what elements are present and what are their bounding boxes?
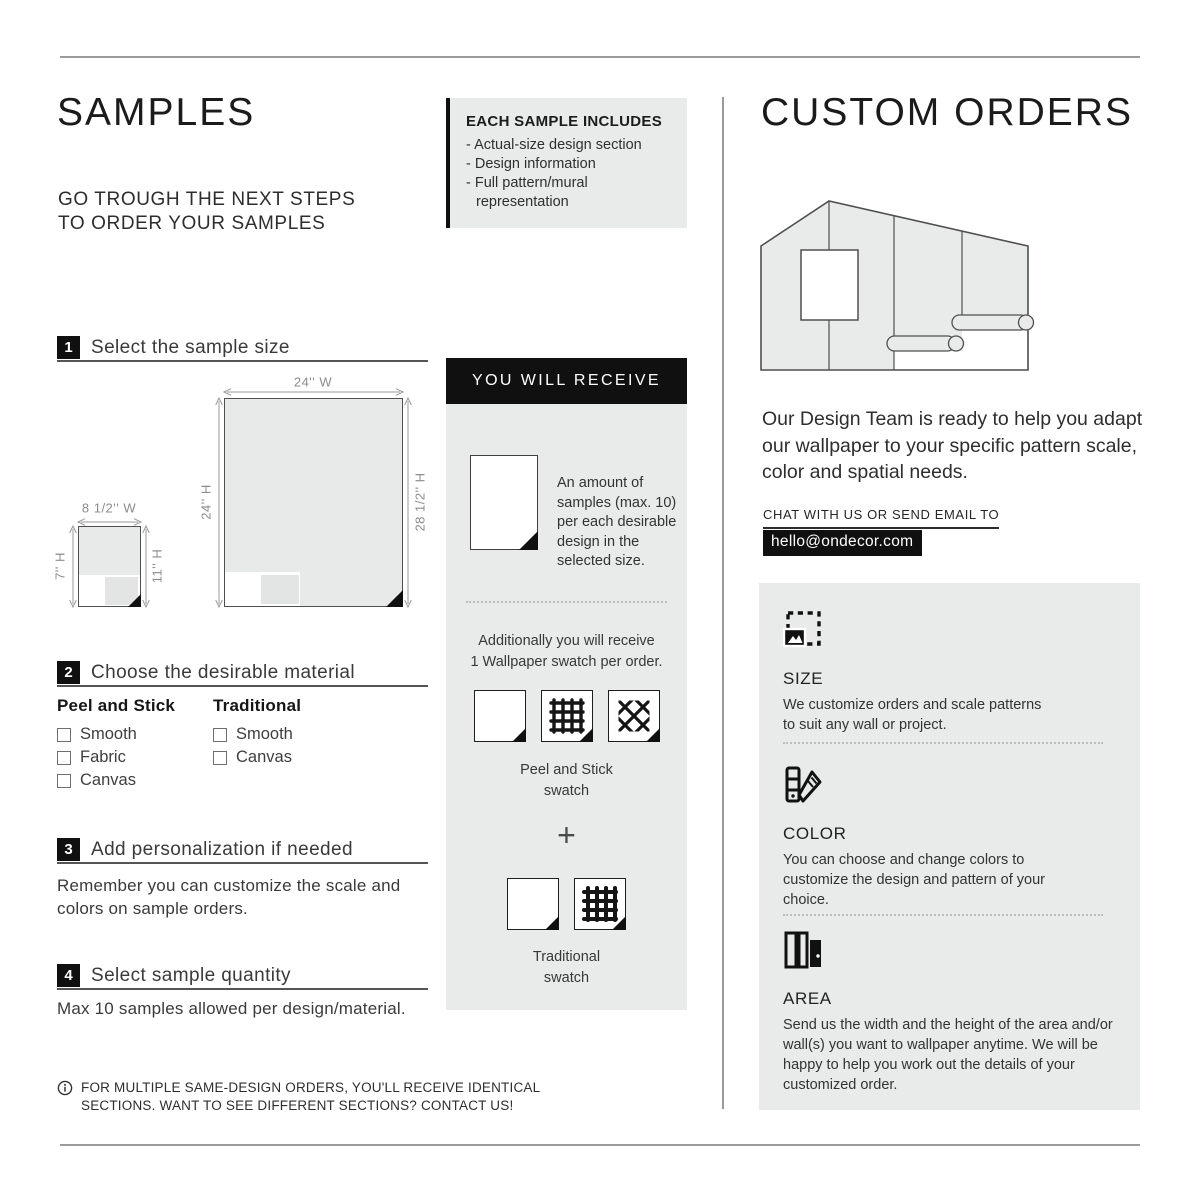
column-divider	[722, 97, 724, 1109]
checkbox-traditional-canvas[interactable]	[213, 746, 301, 769]
checkbox-peel-canvas[interactable]	[57, 769, 175, 792]
feature-size	[783, 610, 1053, 735]
dotted-separator	[783, 914, 1103, 916]
feature-text: We customize orders and scale patterns to suit any wall or project.	[783, 697, 1042, 733]
checkbox-icon[interactable]	[57, 728, 71, 742]
step-2-header	[57, 661, 428, 687]
page-fold-icon	[612, 916, 626, 930]
receive-description: An amount of samples (max. 10) per each desirable design in the selected size.	[557, 475, 677, 569]
step-4-label: Select sample quantity	[91, 965, 291, 986]
includes-item: - Actual-size design section	[466, 136, 673, 155]
feature-color	[783, 765, 1083, 910]
large-height-left-dimension: 24'' H	[198, 484, 214, 520]
page-fold-icon	[646, 728, 660, 742]
sample-sheet-icon	[470, 455, 538, 550]
page-fold-icon	[519, 531, 538, 550]
step-1-header	[57, 336, 428, 362]
large-width-dimension: 24'' W	[293, 374, 333, 390]
each-sample-includes-box	[446, 98, 687, 228]
checkbox-icon[interactable]	[57, 751, 71, 765]
step-3-description: Remember you can customize the scale and colors on sample orders.	[57, 876, 401, 918]
you-will-receive-panel	[446, 404, 687, 1010]
top-rule	[60, 56, 1140, 58]
dotted-separator	[466, 601, 667, 603]
option-label: Smooth	[80, 725, 137, 743]
checkbox-peel-smooth[interactable]	[57, 723, 175, 746]
checkbox-icon[interactable]	[57, 774, 71, 788]
material-peel-and-stick-group	[57, 696, 175, 792]
blank-swatch-icon	[507, 878, 559, 930]
step-3-header	[57, 838, 428, 864]
feature-text: Send us the width and the height of the area and/or wall(s) you want to wallpaper anytime. We will be happy to help you work out the details of your customized order.	[783, 1017, 1113, 1093]
footnote	[57, 1079, 557, 1115]
page-fold-icon	[545, 916, 559, 930]
material-traditional-group	[213, 696, 301, 769]
traditional-swatches	[446, 878, 687, 930]
checkbox-icon[interactable]	[213, 751, 227, 765]
color-swatch-fan-icon	[783, 765, 823, 805]
checkbox-icon[interactable]	[213, 728, 227, 742]
step-4-description: Max 10 samples allowed per design/material.	[57, 999, 406, 1018]
step-4-header	[57, 964, 428, 990]
bottom-rule	[60, 1144, 1140, 1146]
option-label: Canvas	[236, 748, 292, 766]
footnote-text: FOR MULTIPLE SAME-DESIGN ORDERS, YOU'LL RECEIVE IDENTICAL SECTIONS. WANT TO SEE DIFFERENT SECTIONS? CONTACT US!	[81, 1080, 540, 1113]
email-link[interactable]: hello@ondecor.com	[763, 530, 922, 556]
step-1-label: Select the sample size	[91, 337, 290, 358]
large-sample-swatch-block	[261, 575, 299, 604]
step-3-label: Add personalization if needed	[91, 839, 353, 860]
step-4-number: 4	[57, 964, 80, 987]
peel-and-stick-swatches	[446, 690, 687, 742]
sample-size-diagram	[50, 375, 430, 615]
image-frame-icon	[783, 610, 823, 650]
samples-subtitle: GO TROUGH THE NEXT STEPS TO ORDER YOUR SAMPLES	[58, 189, 356, 234]
checkbox-traditional-smooth[interactable]	[213, 723, 301, 746]
custom-order-features-panel	[759, 583, 1140, 1110]
step-1-number: 1	[57, 336, 80, 359]
large-sample-design-section	[225, 572, 300, 606]
you-will-receive-banner: YOU WILL RECEIVE	[446, 358, 687, 404]
traditional-swatch-caption: swatch	[543, 970, 590, 986]
option-label: Smooth	[236, 725, 293, 743]
page-fold-icon	[386, 590, 403, 607]
step-3-number: 3	[57, 838, 80, 861]
additional-text-line2: 1 Wallpaper swatch per order.	[470, 654, 663, 670]
large-height-right-dimension: 28 1/2'' H	[412, 472, 428, 532]
includes-item: - Full pattern/mural representation	[466, 174, 673, 212]
traditional-swatch-caption: Traditional	[532, 949, 601, 965]
feature-title: COLOR	[783, 824, 847, 843]
info-icon	[57, 1080, 73, 1096]
includes-title: EACH SAMPLE INCLUDES	[466, 113, 663, 130]
wall-panels-icon	[783, 930, 823, 970]
checkbox-peel-fabric[interactable]	[57, 746, 175, 769]
custom-orders-section-title: CUSTOM ORDERS	[761, 91, 1133, 134]
grid-pattern-swatch-icon	[574, 878, 626, 930]
traditional-title: Traditional	[213, 696, 302, 715]
additional-text-line1: Additionally you will receive	[478, 633, 655, 649]
small-sample-preview	[78, 526, 141, 607]
blank-swatch-icon	[474, 690, 526, 742]
option-label: Canvas	[80, 771, 136, 789]
peel-swatch-caption: swatch	[543, 783, 590, 799]
dotted-separator	[783, 742, 1103, 744]
page-fold-icon	[512, 728, 526, 742]
step-2-label: Choose the desirable material	[91, 662, 356, 683]
house-wallpaper-illustration	[760, 199, 1036, 377]
option-label: Fabric	[80, 748, 126, 766]
small-height-left-dimension: 7'' H	[52, 552, 68, 580]
crosshatch-pattern-swatch-icon	[608, 690, 660, 742]
page-fold-icon	[579, 728, 593, 742]
small-width-dimension: 8 1/2'' W	[81, 500, 137, 516]
step-2-number: 2	[57, 661, 80, 684]
large-sample-preview	[224, 398, 403, 607]
samples-section-title: SAMPLES	[57, 91, 256, 134]
chat-with-us-label: CHAT WITH US OR SEND EMAIL TO	[763, 507, 999, 529]
feature-area	[783, 930, 1115, 1095]
grid-pattern-swatch-icon	[541, 690, 593, 742]
feature-text: You can choose and change colors to customize the design and pattern of your choice.	[783, 852, 1045, 908]
includes-item: - Design information	[466, 155, 673, 174]
small-height-right-dimension: 11'' H	[149, 548, 165, 584]
feature-title: SIZE	[783, 669, 824, 688]
peel-and-stick-title: Peel and Stick	[57, 696, 176, 715]
plus-icon: +	[557, 817, 576, 853]
page-fold-icon	[128, 594, 141, 607]
custom-orders-intro: Our Design Team is ready to help you adapt our wallpaper to your specific pattern scale, color and spatial needs.	[762, 408, 1143, 483]
feature-title: AREA	[783, 989, 832, 1008]
peel-swatch-caption: Peel and Stick	[520, 762, 613, 778]
